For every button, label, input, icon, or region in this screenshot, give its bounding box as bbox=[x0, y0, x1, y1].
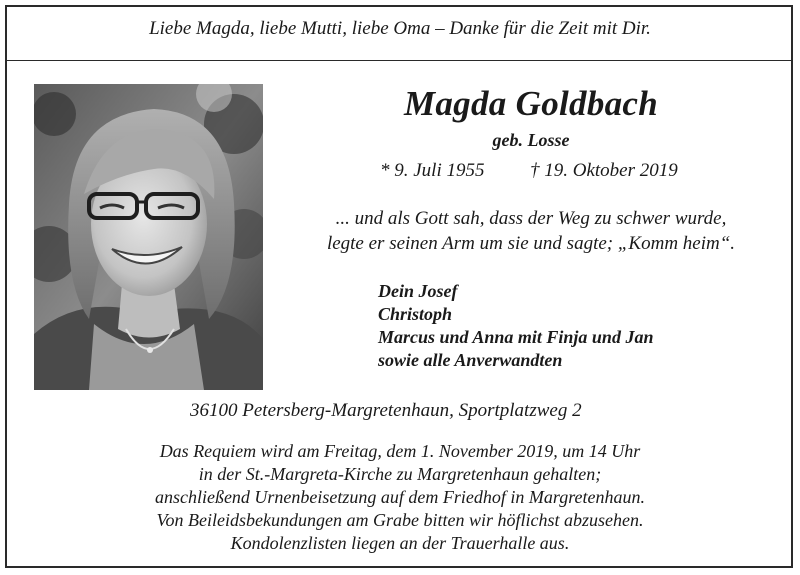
death-date: † 19. Oktober 2019 bbox=[530, 160, 678, 181]
notice-line: Kondolenzlisten liegen an der Trauerhalle aus. bbox=[230, 533, 570, 553]
birth-name: geb. Losse bbox=[492, 130, 570, 150]
memorial-quote bbox=[290, 206, 772, 256]
mourner-name: Marcus und Anna mit Finja und Jan bbox=[378, 327, 654, 347]
quote-line: legte er seinen Arm um sie und sagte; „Komm heim“. bbox=[326, 233, 736, 254]
notice-line: in der St.-Margreta-Kirche zu Margretenhaun gehalten; bbox=[198, 464, 602, 484]
notice-line: Von Beileidsbekundungen am Grabe bitten wir höflichst abzusehen. bbox=[156, 510, 644, 530]
mourner-name: Christoph bbox=[378, 304, 453, 324]
deceased-name: Magda Goldbach bbox=[403, 84, 659, 123]
notice-line: Das Requiem wird am Freitag, dem 1. November 2019, um 14 Uhr bbox=[159, 441, 641, 461]
mourner-name: Dein Josef bbox=[378, 281, 458, 301]
funeral-notice bbox=[0, 440, 800, 555]
mourner-name: sowie alle Anverwandten bbox=[378, 350, 563, 370]
dedication-text: Liebe Magda, liebe Mutti, liebe Oma – Danke für die Zeit mit Dir. bbox=[149, 18, 651, 39]
birth-date: * 9. Juli 1955 bbox=[380, 160, 485, 181]
quote-line: ... und als Gott sah, dass der Weg zu schwer wurde, bbox=[335, 208, 727, 229]
header-divider bbox=[7, 60, 793, 61]
notice-line: anschließend Urnenbeisetzung auf dem Friedhof in Margretenhaun. bbox=[154, 487, 646, 507]
family-address: 36100 Petersberg-Margretenhaun, Sportplatzweg 2 bbox=[190, 400, 582, 421]
mourners-list bbox=[378, 280, 653, 372]
portrait-photo bbox=[34, 84, 263, 390]
